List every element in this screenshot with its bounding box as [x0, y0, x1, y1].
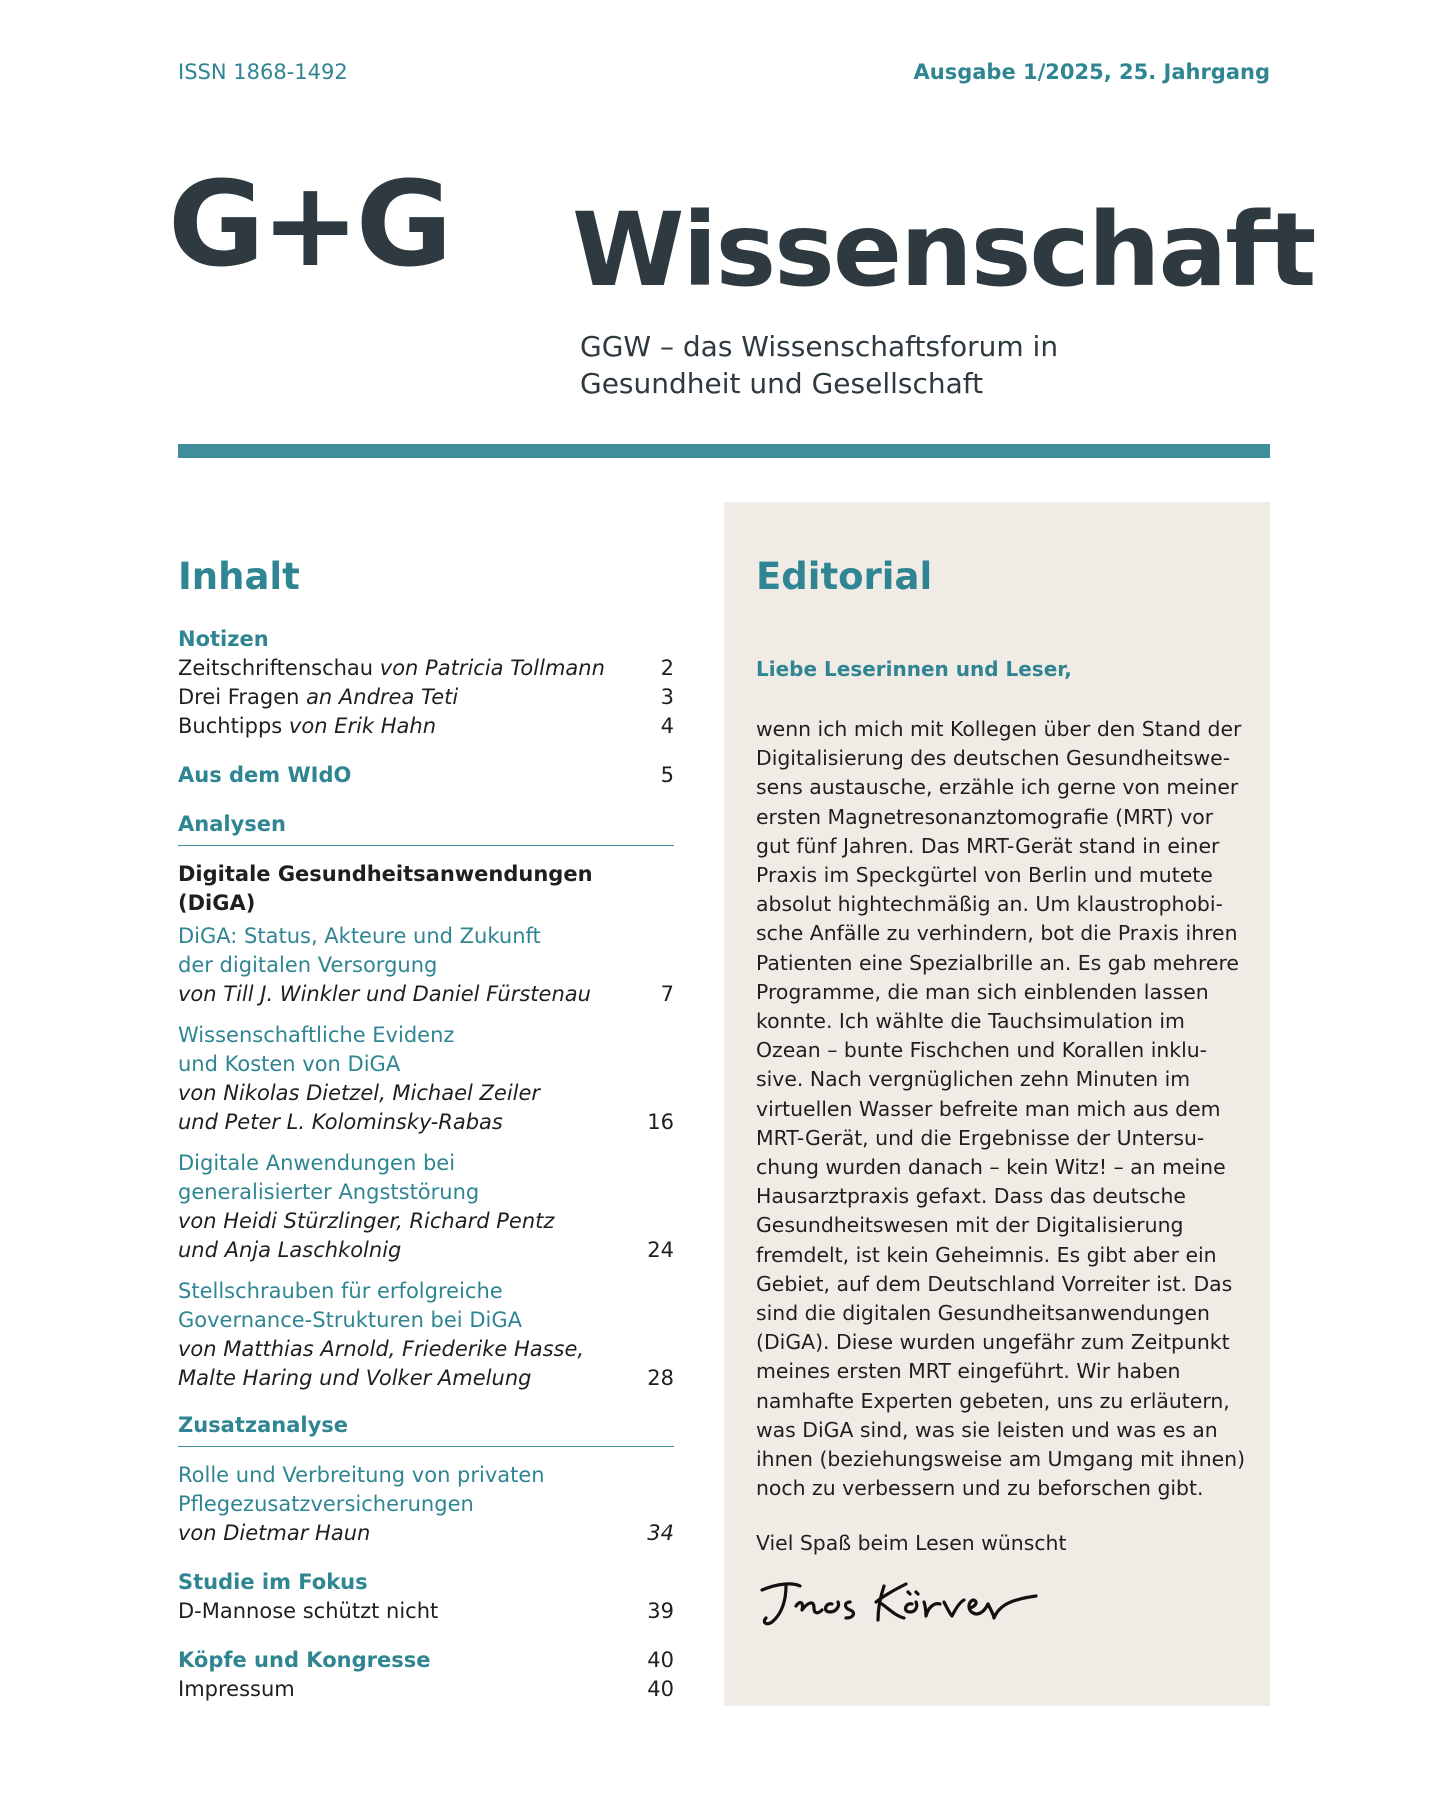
section-label: Studie im Fokus — [178, 1570, 368, 1594]
toc-item[interactable] — [178, 654, 674, 683]
page-number: 24 — [647, 1238, 674, 1262]
editorial-line: Ozean – bunte Fischchen und Korallen inklu- — [756, 1038, 1208, 1063]
editorial-line: Praxis im Speckgürtel von Berlin und mutete — [756, 863, 1213, 888]
item-author: von Erik Hahn — [288, 714, 437, 738]
article-title: und Kosten von DiGA — [178, 1052, 401, 1076]
toc-item[interactable] — [178, 683, 674, 712]
editorial-line: virtuellen Wasser befreite man mich aus dem — [756, 1096, 1221, 1121]
toc-article[interactable] — [178, 1277, 674, 1393]
toc-section-notizen[interactable] — [178, 625, 674, 654]
toc-topic: Digitale Gesundheitsanwendungen (DiGA) — [178, 862, 593, 915]
editorial-body — [756, 715, 1252, 1503]
editorial-line: wenn ich mich mit Kollegen über den Stand der — [756, 717, 1242, 741]
issue-info: Ausgabe 1/2025, 25. Jahrgang — [913, 60, 1270, 84]
toc-item-impressum[interactable] — [178, 1675, 674, 1704]
page-number: 2 — [660, 656, 674, 680]
editorial-line: Hausarztpraxis gefaxt. Dass das deutsche — [756, 1184, 1186, 1209]
editorial-closing: Viel Spaß beim Lesen wünscht — [756, 1531, 1067, 1556]
toc-section-studie[interactable] — [178, 1568, 674, 1597]
editorial-greeting: Liebe Leserinnen und Leser, — [756, 657, 1072, 681]
subtitle-line: Gesundheit und Gesellschaft — [580, 367, 984, 400]
issn: ISSN 1868-1492 — [178, 60, 348, 84]
editorial-line: fremdelt, ist kein Geheimnis. Es gibt aber ein — [756, 1242, 1217, 1267]
logo: G+G — [168, 155, 449, 293]
editorial-line: namhafte Experten gebeten, uns zu erläutern, — [756, 1388, 1230, 1413]
page-number: 5 — [660, 763, 674, 787]
toc-section-analysen[interactable] — [178, 810, 674, 846]
item-author: an Andrea Teti — [306, 685, 459, 709]
toc-section-koepfe[interactable] — [178, 1646, 674, 1675]
editorial-line: sens austausche, erzähle ich gerne von meiner — [756, 775, 1239, 800]
editorial-heading: Editorial — [756, 555, 933, 598]
editorial-line: ihnen (beziehungsweise am Umgang mit ihnen) — [756, 1447, 1246, 1472]
page-number: 3 — [660, 685, 674, 709]
editorial-line: Gebiet, auf dem Deutschland Vorreiter ist. Das — [756, 1271, 1233, 1296]
toc-section-wido[interactable] — [178, 761, 674, 790]
toc-heading: Inhalt — [178, 555, 300, 598]
editorial-line: absolut hightechmäßig an. Um klaustrophobi- — [756, 892, 1223, 917]
toc-section-zusatzanalyse[interactable] — [178, 1411, 674, 1447]
signature-image — [756, 1572, 1056, 1642]
article-title: generalisierter Angststörung — [178, 1180, 480, 1204]
editorial-line: sche Anfälle zu verhindern, bot die Praxis ihren — [756, 921, 1238, 946]
section-label: Köpfe und Kongresse — [178, 1648, 431, 1672]
editorial-line: Patienten eine Spezialbrille an. Es gab mehrere — [756, 950, 1239, 975]
article-author: von Matthias Arnold, Friederike Hasse, — [178, 1337, 585, 1361]
page-number: 39 — [647, 1599, 674, 1623]
table-of-contents — [178, 555, 674, 1704]
toc-article[interactable] — [178, 922, 674, 1009]
item-title: D-Mannose schützt nicht — [178, 1599, 439, 1623]
item-title: Buchtipps — [178, 714, 289, 738]
article-title: der digitalen Versorgung — [178, 953, 438, 977]
page-number: 40 — [647, 1677, 674, 1701]
magazine-title: Wissenschaft — [572, 191, 1315, 310]
editorial-line: meines ersten MRT eingeführt. Wir haben — [756, 1359, 1181, 1384]
article-title: Rolle und Verbreitung von privaten — [178, 1463, 545, 1487]
page-number: 28 — [647, 1366, 674, 1390]
toc-article[interactable] — [178, 1021, 674, 1137]
section-label: Zusatzanalyse — [178, 1413, 349, 1437]
editorial-line: sind die digitalen Gesundheitsanwendungen — [756, 1301, 1210, 1326]
toc-article[interactable] — [178, 1149, 674, 1265]
toc-item[interactable] — [178, 1597, 674, 1626]
item-title: Impressum — [178, 1677, 295, 1701]
section-label: Notizen — [178, 627, 269, 651]
magazine-subtitle — [580, 328, 1140, 402]
page-number: 34 — [647, 1521, 674, 1545]
editorial-line: noch zu verbessern und zu beforschen gibt. — [756, 1476, 1204, 1501]
article-title: Governance-Strukturen bei DiGA — [178, 1308, 522, 1332]
article-author: von Nikolas Dietzel, Michael Zeiler — [178, 1081, 541, 1105]
item-title: Zeitschriftenschau — [178, 656, 380, 680]
editorial-line: konnte. Ich wählte die Tauchsimulation im — [756, 1009, 1185, 1034]
toc-item[interactable] — [178, 712, 674, 741]
section-label: Aus dem WIdO — [178, 763, 352, 787]
editorial-line: was DiGA sind, was sie leisten und was es an — [756, 1417, 1218, 1442]
article-author: von Dietmar Haun — [178, 1521, 371, 1545]
article-title: Pflegezusatzversicherungen — [178, 1492, 474, 1516]
article-title: Stellschrauben für erfolgreiche — [178, 1279, 503, 1303]
page-number: 4 — [660, 714, 674, 738]
editorial-line: MRT-Gerät, und die Ergebnisse der Untersu- — [756, 1125, 1205, 1150]
item-author: von Patricia Tollmann — [379, 656, 605, 680]
signature — [756, 1572, 1252, 1646]
editorial-line: chung wurden danach – kein Witz! – an meine — [756, 1155, 1226, 1180]
article-author: und Peter L. Kolominsky-Rabas — [178, 1110, 503, 1134]
editorial-line: ersten Magnetresonanztomografie (MRT) vor — [756, 804, 1214, 829]
article-title: DiGA: Status, Akteure und Zukunft — [178, 924, 541, 948]
editorial — [756, 555, 1252, 1646]
page-number: 40 — [647, 1648, 674, 1672]
editorial-line: Digitalisierung des deutschen Gesundheitswe- — [756, 746, 1231, 771]
item-title: Drei Fragen — [178, 685, 307, 709]
section-label: Analysen — [178, 812, 286, 836]
article-author: von Heidi Stürzlinger, Richard Pentz — [178, 1209, 555, 1233]
page-number: 7 — [660, 982, 674, 1006]
article-title: Digitale Anwendungen bei — [178, 1151, 456, 1175]
editorial-line: Programme, die man sich einblenden lassen — [756, 979, 1209, 1004]
article-author: von Till J. Winkler und Daniel Fürstenau — [178, 982, 591, 1006]
editorial-line: (DiGA). Diese wurden ungefähr zum Zeitpunkt — [756, 1330, 1230, 1355]
article-author: Malte Haring und Volker Amelung — [178, 1366, 532, 1390]
toc-article[interactable] — [178, 1461, 674, 1548]
article-title: Wissenschaftliche Evidenz — [178, 1023, 455, 1047]
editorial-line: gut fünf Jahren. Das MRT-Gerät stand in einer — [756, 833, 1220, 858]
header-rule — [178, 444, 1270, 458]
page-number: 16 — [647, 1110, 674, 1134]
subtitle-line: GGW – das Wissenschaftsforum in — [580, 330, 1059, 363]
editorial-line: sive. Nach vergnüglichen zehn Minuten im — [756, 1067, 1191, 1092]
editorial-line: Gesundheitswesen mit der Digitalisierung — [756, 1213, 1184, 1238]
article-author: und Anja Laschkolnig — [178, 1238, 402, 1262]
